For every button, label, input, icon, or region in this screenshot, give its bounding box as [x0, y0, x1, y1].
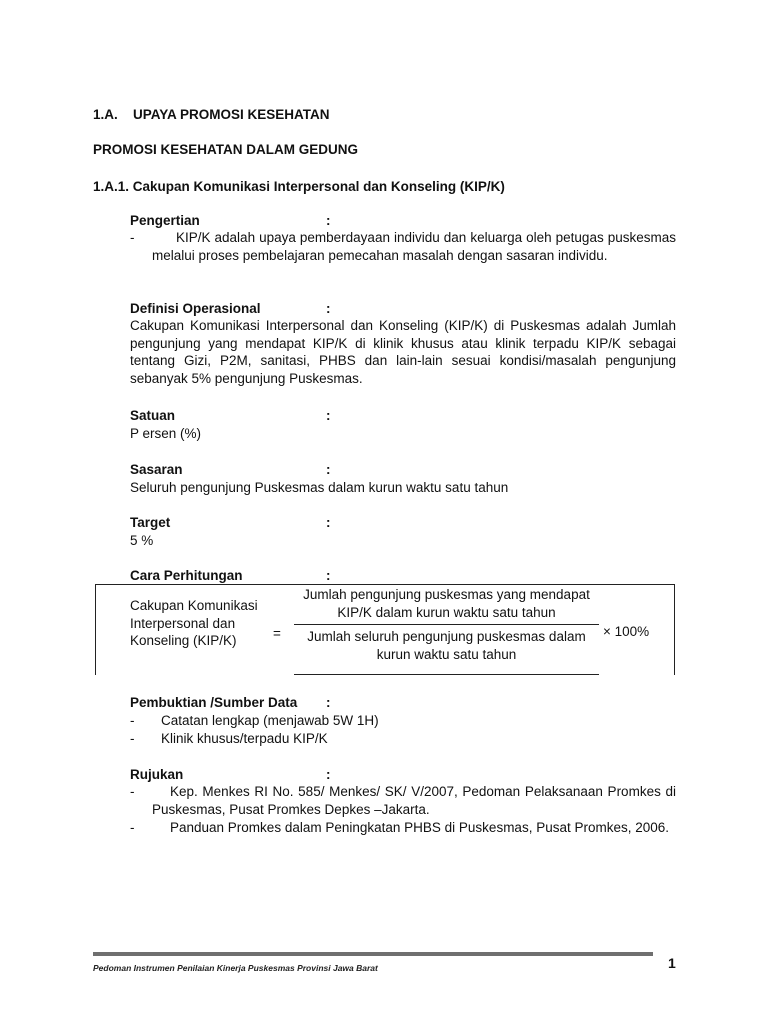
- bullet-dash: -: [130, 820, 135, 835]
- satuan-label: Satuan: [130, 408, 176, 423]
- formula-equals: =: [273, 626, 281, 641]
- colon: :: [326, 568, 331, 583]
- bullet-dash: -: [130, 230, 135, 245]
- pengertian-label: Pengertian: [130, 213, 200, 228]
- pembuktian-item-text: Catatan lengkap (menjawab 5W 1H): [161, 713, 379, 728]
- footer-rule: [93, 952, 653, 956]
- rujukan-item-text: Kep. Menkes RI No. 585/ Menkes/ SK/ V/2007, Pedoman Pelaksanaan Promkes di Puskesmas, Pusat Promkes Depkes –Jakarta.: [152, 784, 676, 817]
- colon: :: [326, 515, 331, 530]
- pengertian-text: KIP/K adalah upaya pemberdayaan individu dan keluarga oleh petugas puskesmas melalui proses pembelajaran pemecahan masalah dengan sasaran individu.: [152, 230, 676, 263]
- indicator-heading: 1.A.1. Cakupan Komunikasi Interpersonal dan Konseling (KIP/K): [93, 179, 505, 194]
- pengertian-item: [130, 229, 676, 264]
- definisi-row: [130, 300, 676, 318]
- satuan-value: P ersen (%): [130, 426, 202, 441]
- pengertian-row: [130, 212, 676, 230]
- denominator-underline: [294, 674, 599, 675]
- cara-label: Cara Perhitungan: [130, 568, 243, 583]
- colon: :: [326, 695, 331, 710]
- section-number: 1.A.: [93, 107, 118, 122]
- formula-multiplier: × 100%: [603, 624, 650, 639]
- pembuktian-row: [130, 694, 676, 712]
- sasaran-value: Seluruh pengunjung Puskesmas dalam kurun waktu satu tahun: [130, 480, 509, 495]
- formula-fraction: [294, 586, 599, 663]
- target-label: Target: [130, 515, 171, 530]
- rujukan-label: Rujukan: [130, 767, 184, 782]
- rujukan-item: [130, 783, 676, 818]
- footer-text: Pedoman Instrumen Penilaian Kinerja Puskesmas Provinsi Jawa Barat: [93, 963, 378, 973]
- colon: :: [326, 767, 331, 782]
- subsection-heading: PROMOSI KESEHATAN DALAM GEDUNG: [93, 142, 359, 157]
- pembuktian-item-text: Klinik khusus/terpadu KIP/K: [161, 731, 328, 746]
- sasaran-row: [130, 461, 676, 479]
- pembuktian-label: Pembuktian /Sumber Data: [130, 695, 298, 710]
- sasaran-label: Sasaran: [130, 462, 183, 477]
- section-title: UPAYA PROMOSI KESEHATAN: [133, 107, 330, 122]
- pembuktian-item: [130, 730, 676, 748]
- bullet-dash: -: [130, 784, 135, 799]
- definisi-label: Definisi Operasional: [130, 301, 261, 316]
- colon: :: [326, 301, 331, 316]
- colon: :: [326, 408, 331, 423]
- formula-denominator: Jumlah seluruh pengunjung puskesmas dalam kurun waktu satu tahun: [307, 629, 586, 662]
- target-row: [130, 514, 676, 532]
- fraction-bar: [294, 624, 599, 625]
- colon: :: [326, 213, 331, 228]
- section-heading: [93, 106, 330, 124]
- rujukan-item-text: Panduan Promkes dalam Peningkatan PHBS di Puskesmas, Pusat Promkes, 2006.: [170, 820, 670, 835]
- bullet-dash: -: [130, 713, 135, 728]
- rujukan-row: [130, 766, 676, 784]
- definisi-text: Cakupan Komunikasi Interpersonal dan Konseling (KIP/K) di Puskesmas adalah Jumlah pengunjung yang mendapat KIP/K di klinik khusus atau klinik terpadu KIP/K sebagai tentang Gizi, P2M, sanitasi, PHBS dan lain-lain sesuai kondisi/masalah pengunjung sebanyak 5% pengunjung Puskesmas.: [130, 318, 676, 386]
- target-value: 5 %: [130, 533, 154, 548]
- colon: :: [326, 462, 331, 477]
- satuan-row: [130, 407, 676, 425]
- cara-row: [130, 567, 676, 585]
- bullet-dash: -: [130, 731, 135, 746]
- formula-box: [95, 584, 675, 675]
- formula-left-term: Cakupan Komunikasi Interpersonal dan Konseling (KIP/K): [130, 598, 258, 648]
- formula-numerator: Jumlah pengunjung puskesmas yang mendapat KIP/K dalam kurun waktu satu tahun: [303, 587, 590, 620]
- pembuktian-item: [130, 712, 676, 730]
- page-number: 1: [668, 955, 676, 971]
- rujukan-item: [130, 819, 676, 837]
